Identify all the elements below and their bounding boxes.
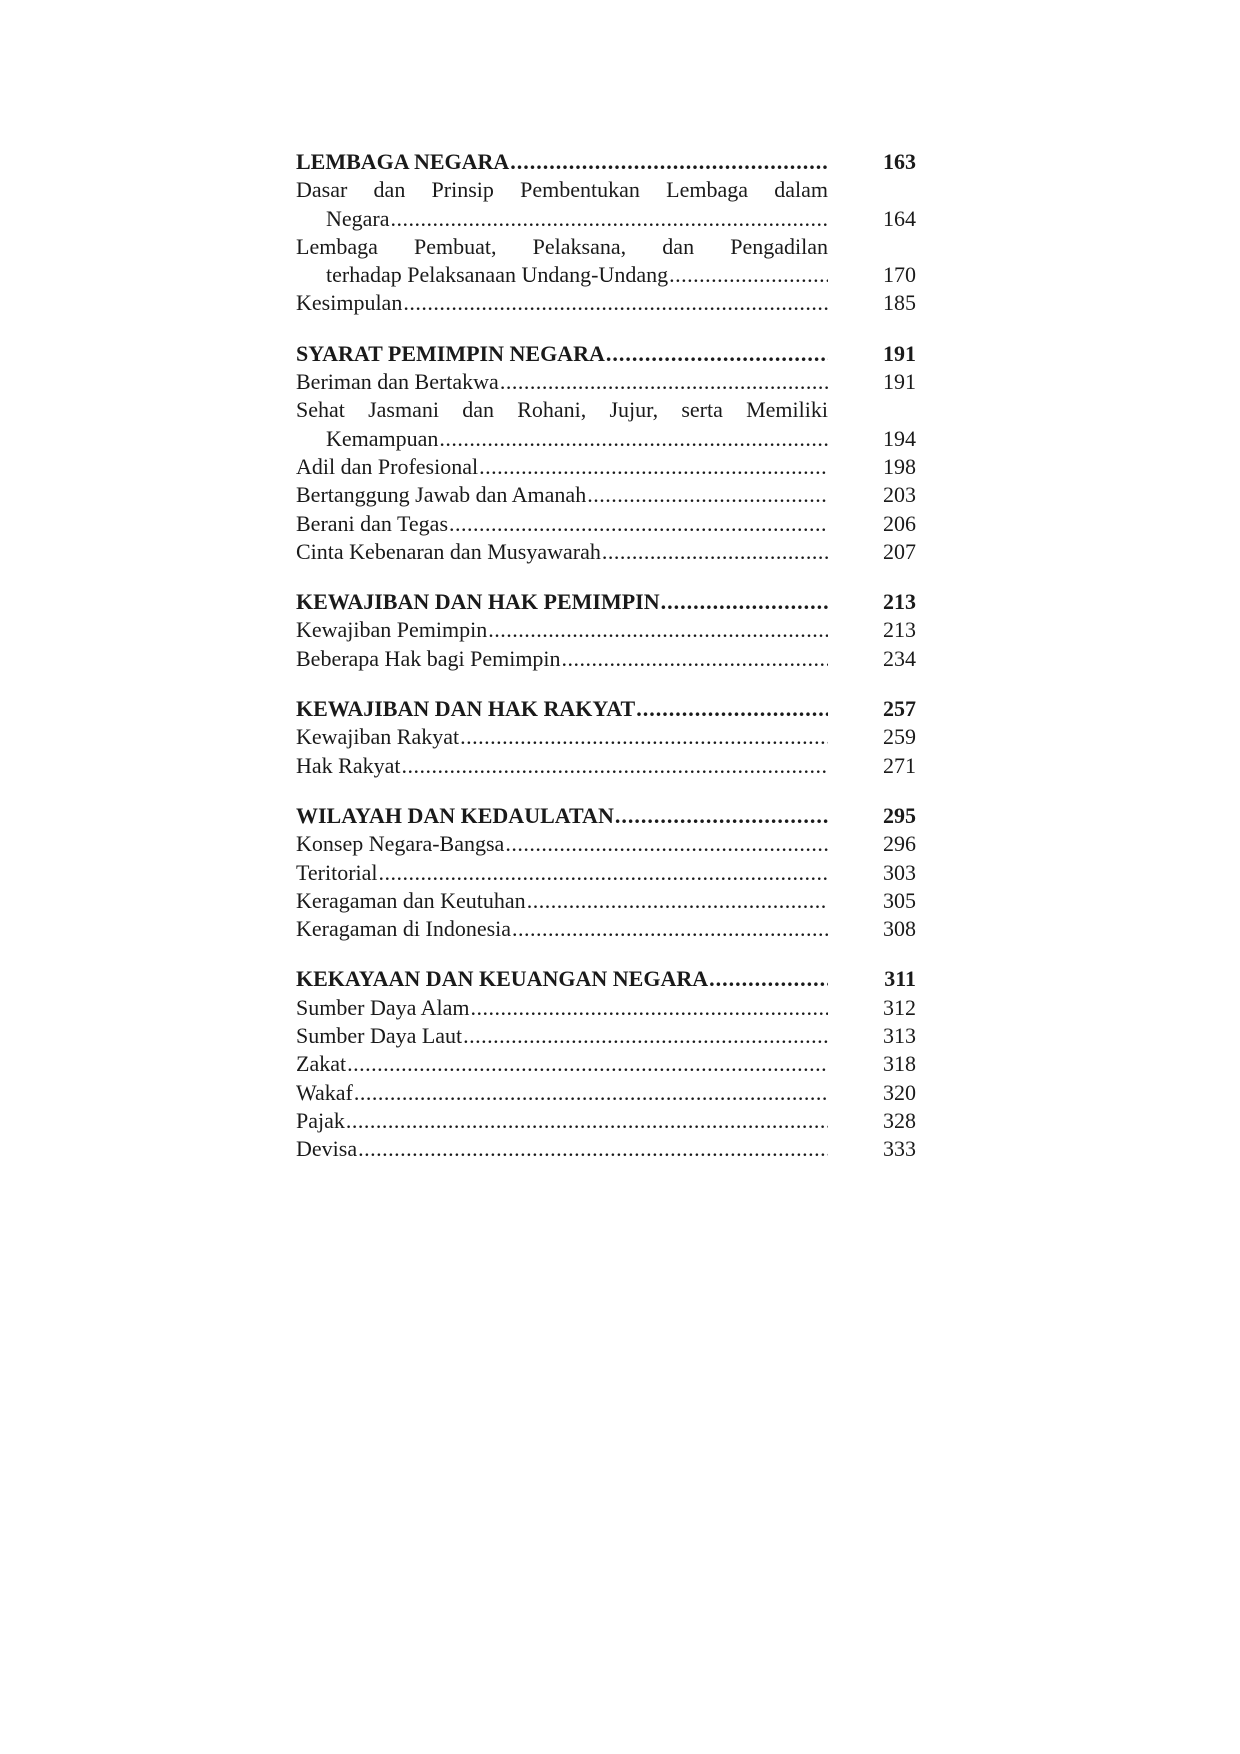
toc-section — [296, 588, 916, 673]
entry-page-number: 198 — [883, 453, 916, 479]
chapter-heading — [296, 695, 916, 723]
chapter-page-number: 191 — [883, 340, 916, 366]
dot-leader — [562, 645, 828, 673]
toc-entry-left — [296, 645, 828, 673]
entry-title-line2: Kemampuan — [326, 425, 439, 451]
dot-leader — [709, 965, 828, 993]
chapter-heading — [296, 588, 916, 616]
dot-leader — [636, 695, 828, 723]
toc-entry — [296, 1022, 916, 1050]
entry-title: Berani dan Tegas — [296, 510, 449, 536]
chapter-title: KEWAJIBAN DAN HAK RAKYAT — [296, 696, 636, 722]
entry-page-number: 164 — [883, 205, 916, 231]
entry-title: Adil dan Profesional — [296, 453, 479, 479]
entry-title-line2: terhadap Pelaksanaan Undang-Undang — [326, 262, 669, 288]
toc-entry-left — [296, 752, 828, 780]
entry-page-number: 318 — [883, 1051, 916, 1077]
chapter-heading — [296, 802, 916, 830]
toc-entry-left — [296, 1079, 828, 1107]
dot-leader — [500, 368, 828, 396]
toc-entry — [296, 1079, 916, 1107]
entry-title-line2-wrap — [296, 205, 828, 233]
entry-title: Kewajiban Rakyat — [296, 724, 460, 750]
entry-page-number: 320 — [883, 1079, 916, 1105]
toc-entry-left — [296, 723, 828, 751]
toc-entry — [296, 289, 916, 317]
entry-page-number: 328 — [883, 1107, 916, 1133]
toc-entry — [296, 233, 916, 290]
entry-title: Zakat — [296, 1051, 347, 1077]
chapter-page-number: 163 — [883, 149, 916, 174]
entry-page-number: 234 — [883, 645, 916, 671]
dot-leader — [347, 1050, 828, 1078]
toc-entry-left — [296, 1107, 828, 1135]
entry-page-number: 207 — [883, 538, 916, 564]
chapter-page-number: 295 — [883, 802, 916, 828]
entry-page-number: 191 — [883, 369, 916, 395]
dot-leader — [449, 510, 828, 538]
toc-entry-left — [296, 510, 828, 538]
entry-title: Wakaf — [296, 1079, 353, 1105]
entry-title: Cinta Kebenaran dan Musyawarah — [296, 538, 601, 564]
entry-title: Pajak — [296, 1107, 345, 1133]
toc-entry — [296, 1050, 916, 1078]
entry-page-number: 303 — [883, 859, 916, 885]
entry-page-number: 194 — [883, 425, 916, 451]
entry-title: Devisa — [296, 1136, 358, 1162]
entry-page-number: 312 — [883, 994, 916, 1020]
entry-title: Beberapa Hak bagi Pemimpin — [296, 645, 561, 671]
toc-entry — [296, 887, 916, 915]
entry-page-number: 333 — [883, 1136, 916, 1162]
dot-leader — [488, 616, 828, 644]
dot-leader — [615, 802, 828, 830]
chapter-page-number: 311 — [884, 966, 916, 992]
dot-leader — [379, 859, 828, 887]
chapter-heading — [296, 965, 916, 993]
toc-section — [296, 802, 916, 943]
toc-entry-left — [296, 538, 828, 566]
toc-entry — [296, 176, 916, 233]
chapter-heading-left — [296, 588, 828, 616]
chapter-heading-left — [296, 965, 828, 993]
toc-section — [296, 148, 916, 318]
toc-entry-left — [296, 830, 828, 858]
toc-entry-text — [296, 176, 828, 233]
entry-title: Keragaman dan Keutuhan — [296, 887, 526, 913]
toc-entry — [296, 830, 916, 858]
entry-title: Beriman dan Bertakwa — [296, 369, 499, 395]
toc-entry-left — [296, 368, 828, 396]
toc-entry-left — [296, 481, 828, 509]
toc-entry — [296, 538, 916, 566]
chapter-heading-left — [296, 340, 828, 368]
dot-leader — [479, 453, 828, 481]
toc-entry-left — [296, 859, 828, 887]
chapter-page-number: 213 — [883, 589, 916, 615]
dot-leader — [587, 481, 828, 509]
entry-title: Sumber Daya Alam — [296, 994, 470, 1020]
dot-leader — [391, 205, 828, 233]
entry-title: Teritorial — [296, 859, 378, 885]
chapter-heading-left — [296, 802, 828, 830]
dot-leader — [403, 289, 828, 317]
entry-page-number: 305 — [883, 887, 916, 913]
dot-leader — [606, 340, 828, 368]
entry-page-number: 203 — [883, 482, 916, 508]
chapter-heading-left — [296, 695, 828, 723]
entry-title: Sumber Daya Laut — [296, 1023, 463, 1049]
dot-leader — [471, 994, 828, 1022]
toc-entry — [296, 723, 916, 751]
toc-entry — [296, 645, 916, 673]
entry-title: Kewajiban Pemimpin — [296, 617, 488, 643]
toc-section — [296, 965, 916, 1163]
chapter-title: KEWAJIBAN DAN HAK PEMIMPIN — [296, 589, 660, 615]
chapter-title: KEKAYAAN DAN KEUANGAN NEGARA — [296, 966, 709, 992]
toc-entry-left — [296, 887, 828, 915]
dot-leader — [460, 723, 828, 751]
entry-title-line2-wrap — [296, 425, 828, 453]
toc-entry-left — [296, 1022, 828, 1050]
dot-leader — [527, 887, 828, 915]
dot-leader — [512, 915, 828, 943]
dot-leader — [510, 148, 828, 176]
toc-entry-text — [296, 396, 828, 453]
entry-page-number: 206 — [883, 510, 916, 536]
toc-entry-left — [296, 1135, 828, 1163]
toc-entry — [296, 453, 916, 481]
toc-entry — [296, 915, 916, 943]
entry-page-number: 271 — [883, 752, 916, 778]
entry-page-number: 313 — [883, 1023, 916, 1049]
entry-title-line1: Lembaga Pembuat, Pelaksana, dan Pengadilan — [296, 233, 828, 259]
toc-entry — [296, 752, 916, 780]
dot-leader — [358, 1135, 828, 1163]
dot-leader — [401, 752, 828, 780]
toc-entry — [296, 859, 916, 887]
toc-section — [296, 695, 916, 780]
toc-entry-left — [296, 1050, 828, 1078]
entry-page-number: 308 — [883, 916, 916, 942]
toc-entry — [296, 368, 916, 396]
toc-entry-left — [296, 616, 828, 644]
toc-entry — [296, 510, 916, 538]
toc-entry — [296, 616, 916, 644]
entry-title: Bertanggung Jawab dan Amanah — [296, 482, 587, 508]
toc-entry — [296, 994, 916, 1022]
toc-entry-left — [296, 289, 828, 317]
toc-entry — [296, 1135, 916, 1163]
dot-leader — [463, 1022, 828, 1050]
entry-page-number: 213 — [883, 617, 916, 643]
chapter-title: WILAYAH DAN KEDAULATAN — [296, 802, 614, 828]
toc-section — [296, 340, 916, 566]
chapter-heading — [296, 340, 916, 368]
dot-leader — [661, 588, 828, 616]
chapter-page-number: 257 — [883, 696, 916, 722]
entry-title-line2: Negara — [326, 205, 390, 231]
entry-title: Keragaman di Indonesia — [296, 916, 512, 942]
entry-title: Kesimpulan — [296, 290, 403, 316]
entry-page-number: 259 — [883, 724, 916, 750]
chapter-heading — [296, 148, 916, 176]
entry-page-number: 296 — [883, 831, 916, 857]
toc-entry-left — [296, 453, 828, 481]
dot-leader — [346, 1107, 828, 1135]
entry-title-line2-wrap — [296, 261, 828, 289]
dot-leader — [669, 261, 828, 289]
toc-entry — [296, 1107, 916, 1135]
entry-title-line1: Sehat Jasmani dan Rohani, Jujur, serta Memiliki — [296, 397, 828, 423]
table-of-contents — [296, 148, 916, 1186]
entry-page-number: 170 — [883, 262, 916, 288]
entry-page-number: 185 — [883, 290, 916, 316]
entry-title: Konsep Negara-Bangsa — [296, 831, 505, 857]
dot-leader — [505, 830, 828, 858]
entry-title-line1: Dasar dan Prinsip Pembentukan Lembaga dalam — [296, 177, 828, 203]
toc-entry-text — [296, 233, 828, 290]
chapter-heading-left — [296, 148, 828, 176]
chapter-title: SYARAT PEMIMPIN NEGARA — [296, 340, 605, 366]
toc-entry — [296, 396, 916, 453]
toc-entry-left — [296, 994, 828, 1022]
entry-title: Hak Rakyat — [296, 752, 401, 778]
dot-leader — [602, 538, 828, 566]
toc-entry-left — [296, 915, 828, 943]
toc-entry — [296, 481, 916, 509]
dot-leader — [439, 425, 828, 453]
dot-leader — [354, 1079, 828, 1107]
chapter-title: LEMBAGA NEGARA — [296, 149, 510, 174]
